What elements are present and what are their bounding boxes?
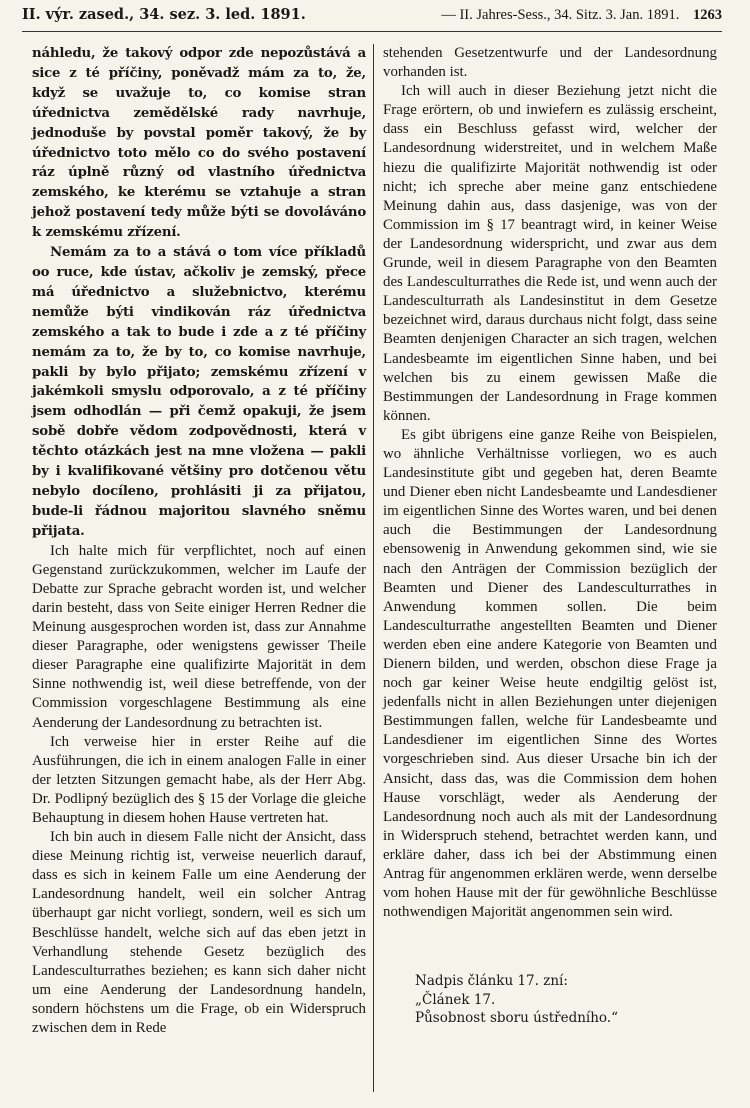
paragraph: Es gibt übrigens eine ganze Reihe von Beispielen, wo ähnliche Verhältnisse vorliegen, wo es auch Landesinstitute gibt und gegeben hat, deren Beamte und Diener eben nicht Landesbeamte und Landesdiener im eigentlichen Sinne des Wortes waren, und bei denen auch die Bestimmungen der Landesordnung ebensowenig in Anwendung gekommen sind, wie sie nach den Anträgen der Commission bezüglich der Beamten und Diener des Landesculturrathes in Anwendung kommen sollen. Die beim Landesculturrathe angestellten Beamten und Diener werden eben eine andere Kategorie von Beamten und Dienern bilden, und werden, obschon diese Frage ja noch gar keiner Weise heute endgiltig gelöst ist, jedenfalls nicht in allen Beziehungen unter diejenigen Bestimmungen fallen, welche für Landesbeamte und Landesdiener im eigentlichen Sinne des Wortes vorgeschrieben sind. Aus dieser Ursache bin ich der Ansicht, dass das, was die Commission dem hohen Hause vorschlägt, weder als Aenderung der Landesordnung noch auch als mit der Landesordnung in Widerspruch stehend, betrachtet werden kann, und erkläre daher, dass ich bei der Abstimmung einen Antrag für angenommen erklären werde, wenn derselbe vom hohen Hause mit der für gewöhnliche Beschlüsse nothwendigen Majorität angenommen sein wird. xyxy=(383,426,717,921)
article-title: Působnost sboru ústředního.“ xyxy=(415,1010,619,1027)
paragraph: Ich bin auch in diesem Falle nicht der Ansicht, dass diese Meinung richtig ist, verweise neuerlich darauf, dass es sich in keinem Falle um eine Aenderung der Landesordnung handelt, weil ein solcher Antrag überhaupt gar nicht vorliegt, sondern, weil es sich um Beschlüsse handelt, welche sich auf das eben jetzt in Verhandlung stehende Gesetz bezüglich des Landesculturrathes beziehen; es kann sich daher nicht um eine Aenderung der Landesordnung handeln, sondern höchstens um die Frage, ob ein Widerspruch zwischen dem in Rede xyxy=(32,829,366,1036)
left-column xyxy=(32,44,366,1038)
right-column xyxy=(383,44,717,1028)
article-heading-block xyxy=(383,972,717,1028)
paragraph: náhledu, že takový odpor zde nepozůstává a sice z té příčiny, poněvadž mám za to, že, když se uvažuje to, co komise stran úřednictva zemědělské rady navrhuje, jednoduše by povstal poměr takový, že by úřednictvo toto mělo co do svého postavení ráz úplně různý od vlastního úřednictva zemského, ke kterému se vztahuje a stran jehož postavení tedy může býti se dovoláváno k zemskému zřízení. xyxy=(32,46,366,241)
paragraph: Ich will auch in dieser Beziehung jetzt nicht die Frage erörtern, ob und inwiefern es zulässig erscheint, dass ein Beschluss gefasst wird, welcher der Landesordnung widerstreitet, und in welchem Maße hiezu die qualifizirte Majorität nothwendig ist oder nicht; ich spreche aber meine ganz entschiedene Meinung dahin aus, dass dasjenige, was von der Commission im § 17 beantragt wird, in keiner Weise der Landesordnung widerspricht, und zwar aus dem Grunde, weil in diesem Paragraphe von den Beamten des Landesculturrathes die Rede ist, und wenn auch der Landesculturrath als Landesinstitut in dem Gesetze bezeichnet wird, daraus durchaus nicht folgt, dass seine Beamten denjenigen Character an sich tragen, welchen Landesbeamte im eigentlichen Sinne haben, und bei welchen bis zu einem gewissen Maße die Bestimmungen der Landesordnung in Frage kommen können. xyxy=(383,83,717,424)
paragraph: stehenden Gesetzentwurfe und der Landesordnung vorhanden ist. xyxy=(383,45,717,81)
column-divider xyxy=(373,44,374,1092)
paragraph: Ich halte mich für verpflichtet, noch auf einen Gegenstand zurückzukommen, welcher im Laufe der Debatte zur Sprache gebracht worden ist, und welcher darin besteht, dass von Seite einiger Herren Redner die Meinung ausgesprochen worden ist, dass zur Annahme dieser Paragraphe, oder wenigstens gewisser Theile dieser Paragraphe eine qualifizirte Majorität in dem Sinne nothwendig ist, weil diese betreffende, von der Commission vorgeschlagene Bestimmung als eine Aenderung der Landesordnung zu betrachten ist. xyxy=(32,542,366,731)
header-german-group xyxy=(441,7,722,24)
header-german: — II. Jahres-Sess., 34. Sitz. 3. Jan. 1891. xyxy=(441,7,680,23)
article-intro: Nadpis článku 17. zní: xyxy=(415,973,568,990)
paragraph: Nemám za to a stává o tom více příkladů oo ruce, kde ústav, ačkoliv je zemský, přece má úřednictvo a služebnictvo, kterému nemůže býti vindikován ráz úřednictva zemského a tak to bude i zde a z té příčiny nemám za to, že by to, co komise navrhuje, pakli by bylo přijato; zemskému zřízení v jakémkoli smyslu odporovalo, a z té příčiny jsem odhodlán — při čemž opakuji, že jsem sobě dobře vědom zodpovědnosti, která v těchto otázkách jest na mne vložena — pakli by i kvalifikované většiny pro dotčenou větu nebylo docíleno, prohlásiti ji za přijatou, bude-li řádnou majoritou slavného sněmu přijata. xyxy=(32,245,366,539)
paragraph: Ich verweise hier in erster Reihe auf die Ausführungen, die ich in einem analogen Falle in einer der letzten Sitzungen gemacht habe, als der Herr Abg. Dr. Podlipný bezüglich des § 15 der Vorlage die gleiche Behauptung in diesem hohen Hause vertreten hat. xyxy=(32,733,366,826)
header-czech: II. výr. zased., 34. sez. 3. led. 1891. xyxy=(22,6,306,23)
running-header xyxy=(22,6,722,28)
header-rule xyxy=(22,31,722,32)
page-number: 1263 xyxy=(693,7,722,23)
article-number: „Článek 17. xyxy=(415,991,496,1008)
